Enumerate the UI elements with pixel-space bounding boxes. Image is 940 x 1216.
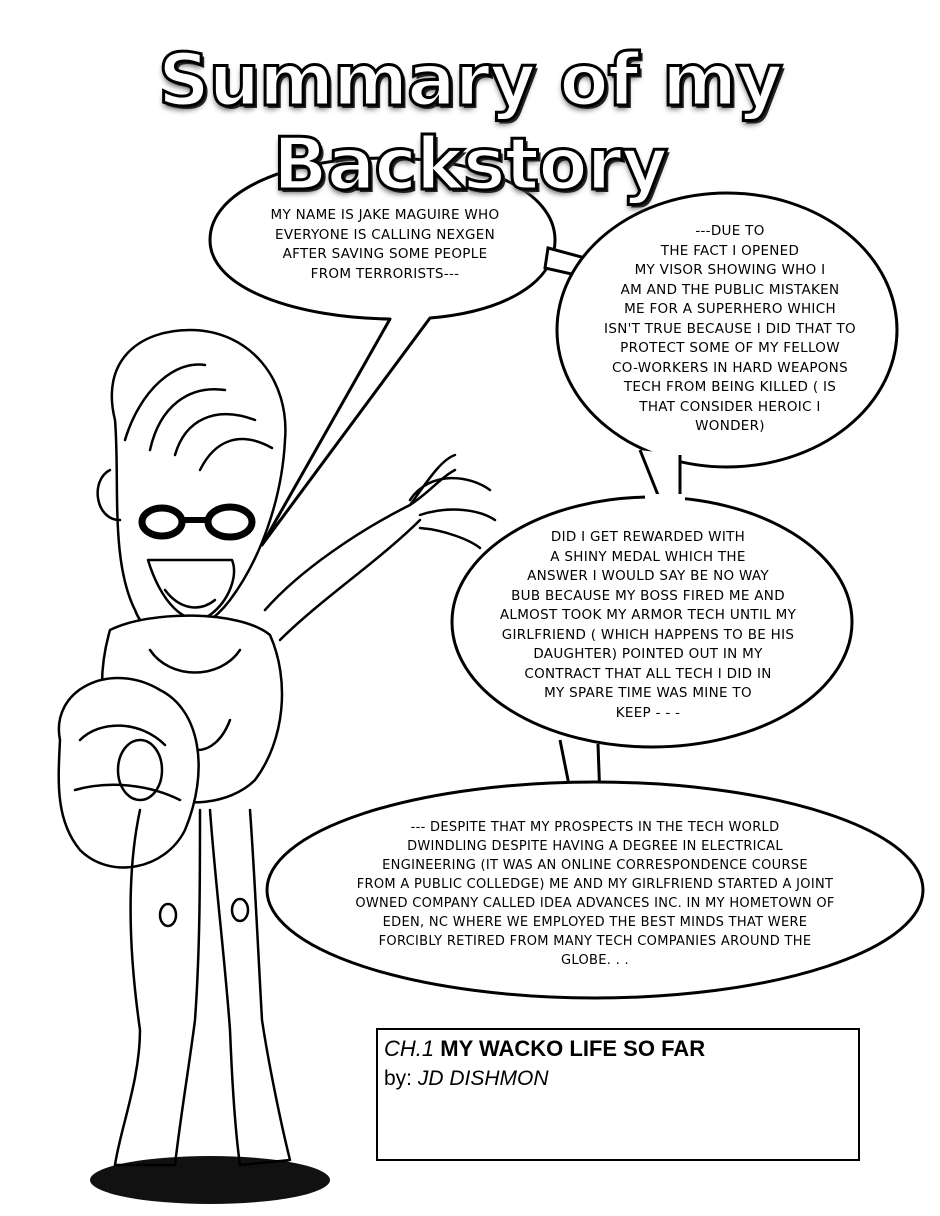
bubble-4-text: --- DESPITE THAT MY PROSPECTS IN THE TECH WORLD DWINDLING DESPITE HAVING A DEGREE IN ELECTRICAL ENGINEERING (IT WAS AN ONLINE CORRESPONDENCE COURSE FROM A PUBLIC COLLEDGE) ME AND MY GIRLFRIEND STARTED A JOINT OWNED COMPANY CALLED IDEA ADVANCES INC. IN MY HOMETOWN OF EDEN, NC WHERE WE EMPLOYED THE BEST MINDS THAT WERE FORCIBLY RETIRED FROM MANY TECH COMPANIES AROUND THE GLOBE. . . [355,820,835,968]
author-name: JD DISHMON [417,1067,549,1090]
bubble-1-text: MY NAME IS JAKE MAGUIRE WHO EVERYONE IS CALLING NEXGEN AFTER SAVING SOME PEOPLE FROM TERRORISTS--- [270,207,500,282]
page-title: Summary of my Backstory [157,38,783,206]
chapter-line [384,1034,852,1064]
bubble-connector-2 [640,450,680,500]
chapter-number: CH.1 [384,1036,435,1061]
chapter-title: MY WACKO LIFE SO FAR [440,1036,706,1061]
author-line [384,1064,852,1094]
bubble-2-text: ---DUE TO THE FACT I OPENED MY VISOR SHOWING WHO I AM AND THE PUBLIC MISTAKEN ME FOR A SUPERHERO WHICH ISN'T TRUE BECAUSE I DID THAT TO PROTECT SOME OF MY FELLOW CO-WORKERS IN HARD WEAPONS TECH FROM BEING KILLED ( IS THAT CONSIDER HEROIC I WONDER) [604,223,856,434]
by-label: by: [384,1067,413,1090]
bubble-3-text: DID I GET REWARDED WITH A SHINY MEDAL WHICH THE ANSWER I WOULD SAY BE NO WAY BUB BECAUSE MY BOSS FIRED ME AND ALMOST TOOK MY ARMOR TECH UNTIL MY GIRLFRIEND ( WHICH HAPPENS TO BE HIS DAUGHTER) POINTED OUT IN MY CONTRACT THAT ALL TECH I DID IN MY SPARE TIME WAS MINE TO KEEP - - - [499,529,797,721]
credits-box [376,1028,860,1161]
